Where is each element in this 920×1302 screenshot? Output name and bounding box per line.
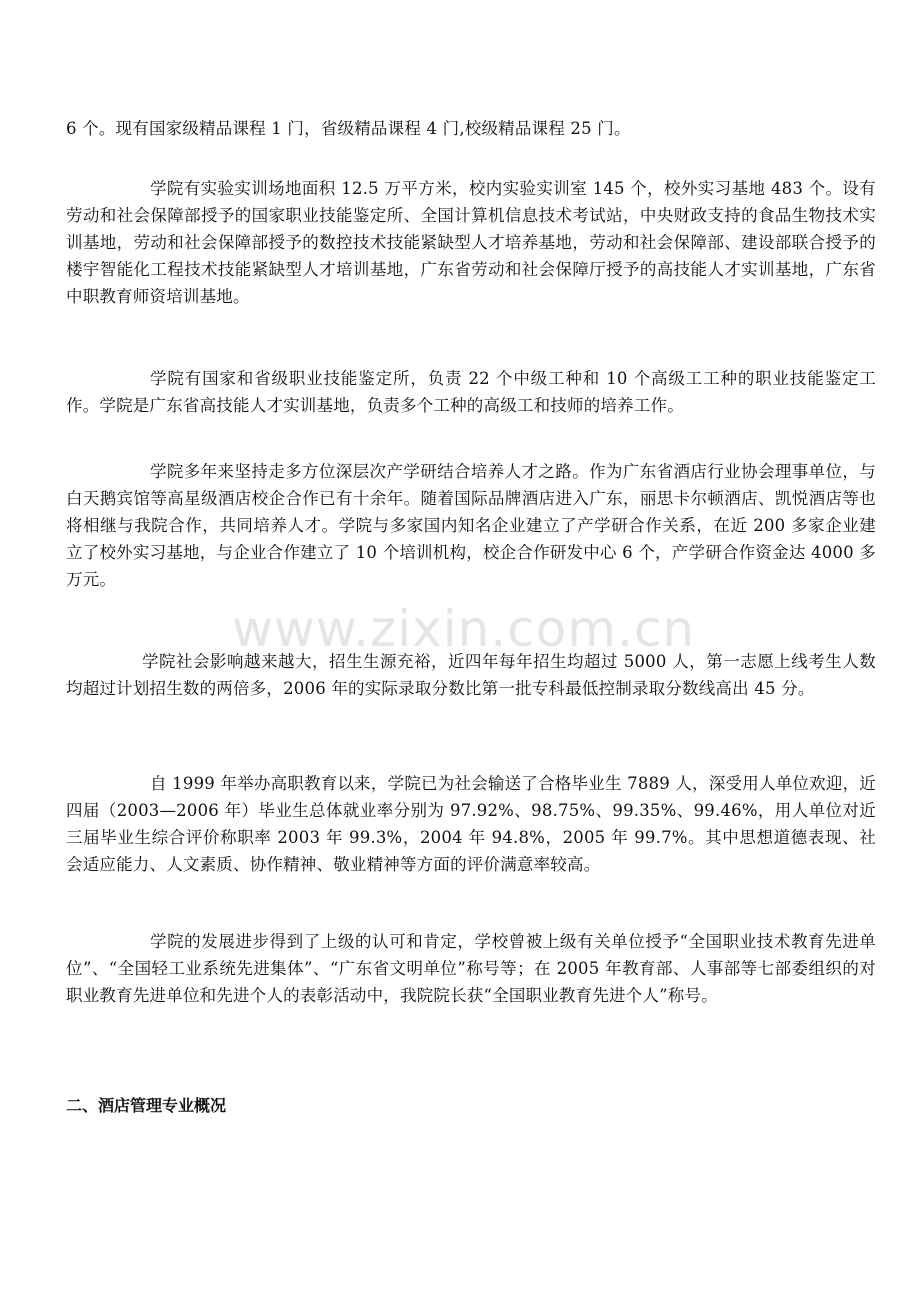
section-heading: 二、酒店管理专业概况 (66, 1096, 227, 1115)
paragraph-4: 学院多年来坚持走多方位深层次产学研结合培养人才之路。作为广东省酒店行业协会理事单位，与白天鹅宾馆等高星级酒店校企合作已有十余年。随着国际品牌酒店进入广东，丽思卡尔顿酒店、凯悦酒店等也将相继与我院合作，共同培养人才。学院与多家国内知名企业建立了产学研合作关系，在近 200 多家企业建立了校外实习基地，与企业合作建立了 10 个培训机构，校企合作研发中心 6 个，产学研合作资金达 4000 多万元。 (66, 462, 876, 589)
watermark: www.zixin.com.cn (232, 600, 696, 658)
paragraph-2: 学院有实验实训场地面积 12.5 万平方米，校内实验实训室 145 个，校外实习基地 483 个。设有劳动和社会保障部授予的国家职业技能鉴定所、全国计算机信息技术考试站，中央财政支持的食品生物技术实训基地，劳动和社会保障部授予的数控技术技能紧缺型人才培养基地，劳动和社会保障部、建设部联合授予的楼宇智能化工程技术技能紧缺型人才培训基地，广东省劳动和社会保障厅授予的高技能人才实训基地，广东省中职教育师资培训基地。 (66, 179, 876, 306)
paragraph-5: 学院社会影响越来越大，招生生源充裕，近四年每年招生均超过 5000 人，第一志愿上线考生人数均超过计划招生数的两倍多，2006 年的实际录取分数比第一批专科最低控制录取分数线高出 45 分。 (66, 652, 876, 698)
paragraph-7: 学院的发展进步得到了上级的认可和肯定，学校曾被上级有关单位授予“全国职业技术教育先进单位”、“全国轻工业系统先进集体”、“广东省文明单位”称号等；在 2005 年教育部、人事部等七部委组织的对职业教育先进单位和先进个人的表彰活动中，我院院长获“全国职业教育先进个人”称号。 (66, 932, 876, 1005)
paragraph-1: 6 个。现有国家级精品课程 1 门，省级精品课程 4 门,校级精品课程 25 门。 (66, 119, 631, 138)
paragraph-3: 学院有国家和省级职业技能鉴定所，负责 22 个中级工种和 10 个高级工工种的职业技能鉴定工作。学院是广东省高技能人才实训基地，负责多个工种的高级工和技师的培养工作。 (66, 369, 876, 415)
paragraph-6: 自 1999 年举办高职教育以来，学院已为社会输送了合格毕业生 7889 人，深受用人单位欢迎，近四届（2003—2006 年）毕业生总体就业率分别为 97.92%、98.75%、99.35%、99.46%，用人单位对近三届毕业生综合评价称职率 2003 年 99.3%，2004 年 94.8%，2005 年 99.7%。其中思想道德表现、社会适应能力、人文素质、协作精神、敬业精神等方面的评价满意率较高。 (66, 774, 876, 874)
